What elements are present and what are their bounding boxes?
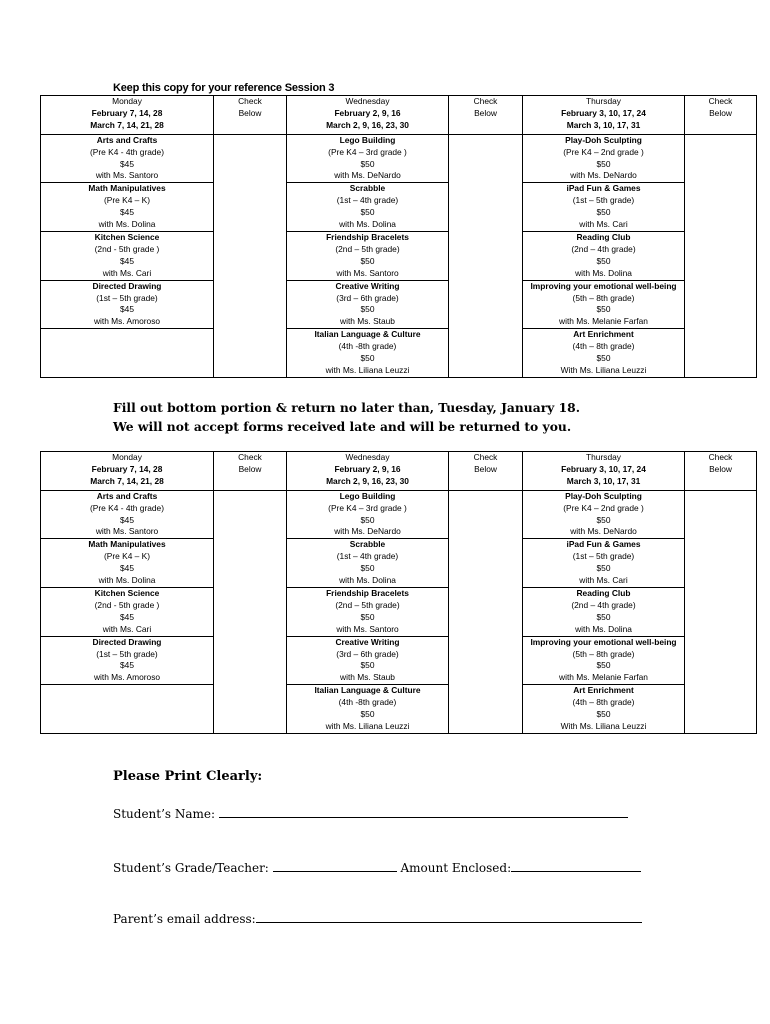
grade-range: (Pre K4 – K) <box>103 195 151 206</box>
monday-activities-cell <box>41 490 214 733</box>
amount-enclosed-field[interactable] <box>511 860 641 872</box>
activity-price: $45 <box>120 660 134 671</box>
instruction-line: We will not accept forms received late and will be returned to you. <box>113 419 572 434</box>
grade-range: (Pre K4 – 3rd grade ) <box>328 146 407 157</box>
below-label: Below <box>238 107 262 118</box>
activity-entry <box>41 588 213 637</box>
activity-name: Play-Doh Sculpting <box>565 490 642 501</box>
form-heading: Please Print Clearly: <box>113 769 263 784</box>
activity-entry <box>41 539 213 588</box>
activity-entry <box>41 491 213 540</box>
student-name-field[interactable] <box>219 806 628 818</box>
activity-entry <box>287 183 448 232</box>
activity-entry <box>523 491 684 540</box>
teacher-name: with Ms. Cari <box>102 623 152 634</box>
activity-name: Friendship Bracelets <box>326 587 409 598</box>
grade-range: (5th – 8th grade) <box>572 292 635 303</box>
activity-entry <box>41 135 213 184</box>
grade-range: (5th – 8th grade) <box>572 648 635 659</box>
teacher-name: with Ms. Liliana Leuzzi <box>325 720 410 731</box>
activity-price: $45 <box>120 255 134 266</box>
activity-name: Improving your emotional well-being <box>530 280 677 291</box>
grade-range: (1st – 4th grade) <box>336 551 399 562</box>
teacher-name: with Ms. Cari <box>579 219 628 230</box>
teacher-name: with Ms. Staub <box>340 672 395 683</box>
activity-price: $45 <box>120 611 134 622</box>
teacher-name: with Ms. Melanie Farfan <box>559 316 648 327</box>
activity-entry <box>523 539 684 588</box>
activity-name: Art Enrichment <box>573 329 634 340</box>
activity-entry <box>287 588 448 637</box>
activity-name: Italian Language & Culture <box>314 329 421 340</box>
table-body-row <box>41 134 757 377</box>
activity-name: Directed Drawing <box>92 280 162 291</box>
thursday-activities-cell <box>523 134 685 377</box>
teacher-name: with Ms. Santoro <box>95 170 159 181</box>
grade-range: (Pre K4 - 4th grade) <box>89 146 164 157</box>
activity-entry <box>287 685 448 733</box>
activity-price: $50 <box>360 158 375 169</box>
dates-line: February 7, 14, 28 <box>91 107 163 118</box>
activity-name: Math Manipulatives <box>88 539 166 550</box>
activity-name: Creative Writing <box>335 636 400 647</box>
grade-range: (1st – 5th grade) <box>96 292 158 303</box>
check-below-header <box>214 96 287 135</box>
dates-line: March 3, 10, 17, 31 <box>566 475 641 486</box>
teacher-name: with Ms. DeNardo <box>334 526 401 537</box>
grade-range: (2nd – 5th grade) <box>335 599 400 610</box>
activity-price: $50 <box>360 255 375 266</box>
dates-line: March 2, 9, 16, 23, 30 <box>326 475 409 486</box>
activity-price: $45 <box>120 563 134 574</box>
monday-header <box>41 96 214 135</box>
reference-note: Keep this copy for your reference Session 3 <box>113 82 335 94</box>
day-name: Wednesday <box>345 96 390 106</box>
teacher-name: with Ms. Dolina <box>98 219 156 230</box>
teacher-name: with Ms. Dolina <box>575 267 632 278</box>
grade-range: (2nd - 5th grade ) <box>94 599 160 610</box>
activity-entry <box>523 135 684 184</box>
dates-line: March 2, 9, 16, 23, 30 <box>326 119 409 130</box>
activity-entry <box>523 685 684 733</box>
thursday-header <box>523 452 685 491</box>
return-instructions <box>113 398 580 436</box>
grade-range: (1st – 5th grade) <box>572 551 635 562</box>
activity-price: $50 <box>596 611 611 622</box>
instruction-line: Fill out bottom portion & return no later than, Tuesday, January 18. <box>113 400 580 415</box>
monday-header <box>41 452 214 491</box>
activity-entry <box>41 637 213 686</box>
check-label: Check <box>473 96 498 106</box>
activity-name: Play-Doh Sculpting <box>565 134 642 145</box>
activity-name: Friendship Bracelets <box>326 231 409 242</box>
check-below-header <box>685 96 757 135</box>
teacher-name: with Ms. Santoro <box>336 267 399 278</box>
grade-range: (3rd – 6th grade) <box>336 292 399 303</box>
grade-range: (Pre K4 – 3rd grade ) <box>328 502 407 513</box>
dates-line: February 3, 10, 17, 24 <box>561 107 646 118</box>
wednesday-header <box>287 96 449 135</box>
activity-name: Math Manipulatives <box>88 183 166 194</box>
check-below-header <box>214 452 287 491</box>
activity-price: $50 <box>596 660 611 671</box>
activity-name: Arts and Crafts <box>96 134 158 145</box>
teacher-name: with Ms. DeNardo <box>570 170 637 181</box>
teacher-name: with Ms. Dolina <box>575 623 632 634</box>
activity-price: $50 <box>360 304 375 315</box>
teacher-name: with Ms. DeNardo <box>570 526 637 537</box>
activity-name: Italian Language & Culture <box>314 685 421 696</box>
activity-entry <box>523 329 684 377</box>
grade-range: (2nd – 4th grade) <box>571 243 636 254</box>
activity-price: $50 <box>596 563 611 574</box>
activity-name: Arts and Crafts <box>96 490 158 501</box>
activity-entry <box>287 637 448 686</box>
teacher-name: with Ms. Liliana Leuzzi <box>325 364 410 375</box>
table-header-row <box>41 96 757 135</box>
activity-name: iPad Fun & Games <box>566 539 641 550</box>
teacher-name: with Ms. Amoroso <box>93 316 161 327</box>
below-label: Below <box>709 107 732 118</box>
check-label: Check <box>708 96 733 106</box>
activity-name: Reading Club <box>576 587 631 598</box>
activity-price: $50 <box>596 304 611 315</box>
activity-entry <box>523 637 684 686</box>
activity-entry <box>41 281 213 330</box>
teacher-name: with Ms. Dolina <box>98 575 156 586</box>
activity-name: Kitchen Science <box>94 587 160 598</box>
activity-entry <box>287 232 448 281</box>
teacher-name: with Ms. Cari <box>579 575 628 586</box>
activity-name: Improving your emotional well-being <box>530 636 677 647</box>
day-name: Thursday <box>586 452 621 462</box>
activity-price: $45 <box>120 207 134 218</box>
dates-line: February 7, 14, 28 <box>91 463 163 474</box>
activity-name: Reading Club <box>576 231 631 242</box>
wednesday-activities-cell <box>287 490 449 733</box>
parent-email-row <box>113 911 642 926</box>
teacher-name: With Ms. Liliana Leuzzi <box>560 364 647 375</box>
teacher-name: with Ms. DeNardo <box>334 170 401 181</box>
activity-entry <box>287 135 448 184</box>
teacher-name: with Ms. Melanie Farfan <box>559 672 648 683</box>
grade-teacher-label: Student’s Grade/Teacher: <box>113 861 269 875</box>
below-label: Below <box>474 107 497 118</box>
activity-name: Kitchen Science <box>94 231 160 242</box>
day-name: Wednesday <box>345 452 390 462</box>
monday-check-cell[interactable] <box>214 134 287 377</box>
grade-range: (4th -8th grade) <box>338 697 397 708</box>
grade-range: (Pre K4 – 2nd grade ) <box>563 146 644 157</box>
activity-entry <box>523 183 684 232</box>
grade-range: (2nd – 5th grade) <box>335 243 400 254</box>
activity-entry <box>287 539 448 588</box>
grade-range: (4th – 8th grade) <box>572 341 635 352</box>
activity-price: $50 <box>596 207 611 218</box>
check-label: Check <box>238 452 262 462</box>
table-header-row <box>41 452 757 491</box>
activity-entry <box>41 183 213 232</box>
teacher-name: with Ms. Santoro <box>95 526 159 537</box>
activity-name: iPad Fun & Games <box>566 183 641 194</box>
activity-price: $50 <box>596 158 611 169</box>
wednesday-check-cell[interactable] <box>449 490 523 733</box>
activity-name: Creative Writing <box>335 280 400 291</box>
teacher-name: with Ms. Cari <box>102 267 152 278</box>
day-name: Monday <box>112 96 142 106</box>
grade-range: (1st – 5th grade) <box>96 648 158 659</box>
check-label: Check <box>473 452 498 462</box>
thursday-check-cell[interactable] <box>685 490 757 733</box>
check-below-header <box>685 452 757 491</box>
day-name: Monday <box>112 452 142 462</box>
grade-range: (4th -8th grade) <box>338 341 397 352</box>
grade-range: (Pre K4 – K) <box>103 551 151 562</box>
monday-check-cell[interactable] <box>214 490 287 733</box>
grade-range: (1st – 5th grade) <box>572 195 635 206</box>
activity-price: $50 <box>596 514 611 525</box>
teacher-name: with Ms. Santoro <box>336 623 399 634</box>
wednesday-check-cell[interactable] <box>449 134 523 377</box>
teacher-name: With Ms. Liliana Leuzzi <box>560 720 647 731</box>
wednesday-activities-cell <box>287 134 449 377</box>
table-body-row <box>41 490 757 733</box>
check-below-header <box>449 96 523 135</box>
teacher-name: with Ms. Staub <box>340 316 395 327</box>
dates-line: March 7, 14, 21, 28 <box>90 119 164 130</box>
parent-email-field[interactable] <box>256 911 642 923</box>
activity-price: $45 <box>120 158 134 169</box>
activity-price: $50 <box>596 353 611 364</box>
parent-email-label: Parent’s email address: <box>113 912 256 926</box>
activity-entry <box>41 232 213 281</box>
activity-price: $50 <box>596 709 611 720</box>
activity-price: $50 <box>360 514 375 525</box>
student-name-row <box>113 806 628 821</box>
dates-line: March 3, 10, 17, 31 <box>566 119 641 130</box>
schedule-table-reference <box>40 95 757 378</box>
activity-name: Scrabble <box>349 539 386 550</box>
activity-price: $45 <box>120 514 134 525</box>
dates-line: March 7, 14, 21, 28 <box>90 475 164 486</box>
below-label: Below <box>238 463 262 474</box>
grade-range: (Pre K4 – 2nd grade ) <box>563 502 644 513</box>
dates-line: February 3, 10, 17, 24 <box>561 463 646 474</box>
activity-name: Lego Building <box>339 490 396 501</box>
activity-price: $50 <box>596 255 611 266</box>
monday-activities-cell <box>41 134 214 377</box>
activity-entry <box>523 588 684 637</box>
grade-range: (1st – 4th grade) <box>336 195 399 206</box>
grade-range: (4th – 8th grade) <box>572 697 635 708</box>
teacher-name: with Ms. Dolina <box>339 219 396 230</box>
dates-line: February 2, 9, 16 <box>334 107 401 118</box>
below-label: Below <box>709 463 732 474</box>
student-name-label: Student’s Name: <box>113 807 216 821</box>
wednesday-header <box>287 452 449 491</box>
activity-price: $45 <box>120 304 134 315</box>
teacher-name: with Ms. Amoroso <box>93 672 161 683</box>
activity-entry <box>287 329 448 377</box>
teacher-name: with Ms. Dolina <box>339 575 396 586</box>
check-below-header <box>449 452 523 491</box>
grade-teacher-field[interactable] <box>273 860 397 872</box>
activity-price: $50 <box>360 611 375 622</box>
activity-price: $50 <box>360 660 375 671</box>
thursday-check-cell[interactable] <box>685 134 757 377</box>
activity-price: $50 <box>360 353 375 364</box>
grade-range: (3rd – 6th grade) <box>336 648 399 659</box>
grade-range: (2nd - 5th grade ) <box>94 243 160 254</box>
grade-range: (Pre K4 - 4th grade) <box>89 502 164 513</box>
grade-range: (2nd – 4th grade) <box>571 599 636 610</box>
dates-line: February 2, 9, 16 <box>334 463 401 474</box>
activity-name: Lego Building <box>339 134 396 145</box>
activity-entry <box>287 491 448 540</box>
activity-entry <box>523 281 684 330</box>
activity-entry <box>523 232 684 281</box>
below-label: Below <box>474 463 497 474</box>
activity-name: Directed Drawing <box>92 636 162 647</box>
activity-price: $50 <box>360 563 375 574</box>
amount-enclosed-label: Amount Enclosed: <box>400 861 512 875</box>
check-label: Check <box>708 452 733 462</box>
grade-amount-row <box>113 860 641 875</box>
schedule-table-return <box>40 451 757 734</box>
activity-price: $50 <box>360 709 375 720</box>
thursday-header <box>523 96 685 135</box>
activity-price: $50 <box>360 207 375 218</box>
activity-name: Art Enrichment <box>573 685 634 696</box>
day-name: Thursday <box>586 96 621 106</box>
thursday-activities-cell <box>523 490 685 733</box>
check-label: Check <box>238 96 262 106</box>
activity-name: Scrabble <box>349 183 386 194</box>
activity-entry <box>287 281 448 330</box>
